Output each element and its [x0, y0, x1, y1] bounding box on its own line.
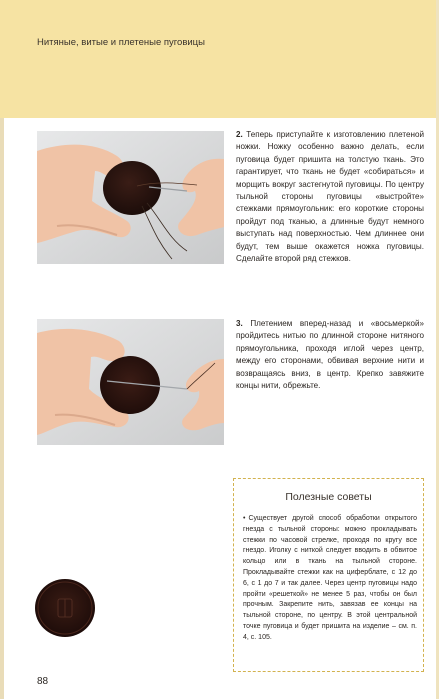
- tip-body: Существует другой способ обработки открытого гнезда с тыльной стороны: можно прокладывать стежки по часовой стрелке, проходя по кругу все гнездо. Иголку с ниткой следует вводить в обвитое кольцо или в ткань на тыльной стороне. Прокладывайте стежки как на циферблате, с 12 до 6, с 1 до 7 и так далее. Через центр пуговицы надо пройти «решеткой» не менее 5 раз, чтобы он был прочным. Закрепите нить, завязав ее концы на тыльной стороне, по центру. В этой центральной точке пуговица и будет пришита на изделие – см. п. 4, с. 105.: [243, 515, 417, 641]
- running-head: Нитяные, витые и плетеные пуговицы: [37, 37, 205, 48]
- step-3-body: Плетением вперед-назад и «восьмеркой» пройдитесь нитью по длинной стороне нитяного прямоугольника, проходя иглой через центр, между его сторонами, обвивая верхние нити и возвращаясь вниз, в центр. Крепко завяжите концы нити, обрежьте.: [236, 319, 425, 391]
- step-2-text: [236, 129, 424, 265]
- step-2-number: 2.: [236, 130, 243, 139]
- finished-button-illustration: [30, 577, 100, 639]
- step-3-photo: [37, 319, 224, 445]
- useful-tips-text: [243, 514, 417, 644]
- step-3-text: [236, 318, 424, 392]
- step-2-body: Теперь приступайте к изготовлению плетеной ножки. Ножку особенно важно делать, если пуговица будет пришита на толстую ткань. Это гарантирует, что ткань не будет «собираться» и морщить вокруг застегнутой пуговицы. По центру тыльной стороны пуговицы «выстройте» стежками прямоугольник: его короткие стороны пройдут под тканью, а длинные будут немного выступать над поверхностью. Чем длиннее они будут, тем выше окажется ножка пуговицы. Сделайте второй ряд стежков.: [236, 130, 424, 264]
- step-3-photo-illustration: [37, 319, 224, 445]
- page-number: 88: [37, 676, 49, 687]
- tip-bullet: •: [243, 515, 246, 522]
- step-3-number: 3.: [236, 319, 243, 328]
- useful-tips-title: Полезные советы: [285, 491, 372, 503]
- step-2-photo-illustration: [37, 131, 224, 264]
- finished-button-photo: [30, 577, 100, 639]
- page-left-edge: [0, 118, 4, 699]
- useful-tips-box: [233, 478, 424, 672]
- header-band: [0, 0, 439, 118]
- step-2-photo: [37, 131, 224, 264]
